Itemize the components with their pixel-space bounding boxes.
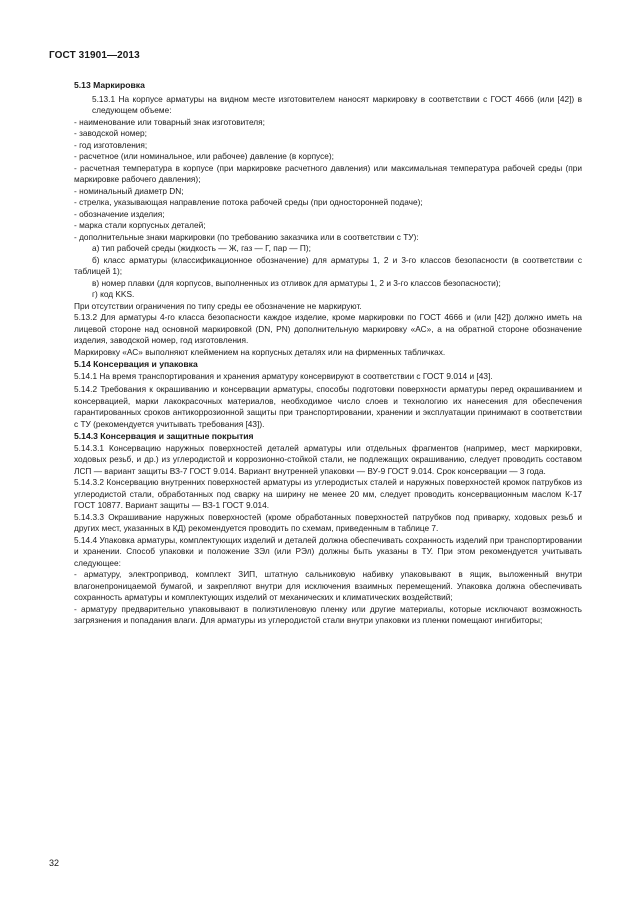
list-item: - стрелка, указывающая направление потока рабочей среды (при односторонней подаче); bbox=[74, 197, 423, 207]
page-number: 32 bbox=[49, 858, 60, 868]
list-item: - номинальный диаметр DN; bbox=[74, 185, 184, 196]
paragraph: 5.14.3.1 Консервацию наружных поверхностей деталей арматуры или отдельных фрагментов (например, мест маркировки, ходовых резьб, и др.) из углеродистой и коррозионно-стойкой стали, не подлежащих окрашиванию, следует проводить составом ЛСП — вариант защиты ВЗ-7 ГОСТ 9.014. Вариант внутренней упаковки — ВУ-9 ГОСТ 9.014. Срок консервации — 3 года. bbox=[74, 442, 582, 476]
paragraph: 5.13.2 Для арматуры 4-го класса безопасности каждое изделие, кроме маркировки по ГОСТ 4666 и (или [42]) должно иметь на лицевой стороне над основной маркировкой (DN, PN) дополнительную маркировку «АС», а на обратной стороне обозначение изделия, заводской номер, год изготовления. bbox=[74, 312, 582, 345]
sub-list-item: г) код KKS. bbox=[92, 289, 135, 299]
list-item: - марка стали корпусных деталей; bbox=[74, 220, 206, 230]
list-item: - заводской номер; bbox=[74, 128, 147, 138]
document-body bbox=[74, 78, 582, 627]
paragraph: 5.14.1 На время транспортирования и хранения арматуру консервируют в соответствии с ГОСТ 9.014 и [43]. bbox=[74, 370, 493, 381]
list-item: - расчетное (или номинальное, или рабочее) давление (в корпусе); bbox=[74, 151, 334, 161]
paragraph: 5.14.4 Упаковка арматуры, комплектующих изделий и деталей должна обеспечивать сохранность изделий при транспортировании и хранении. Способ упаковки и положение ЗЭл (или РЭл) должны быть указаны в ТУ. При этом рекомендуется учитывать следующее: bbox=[74, 534, 582, 568]
paragraph: Маркировку «АС» выполняют клеймением на корпусных деталях или на фирменных табличках. bbox=[74, 346, 446, 357]
paragraph: 5.13.1 На корпусе арматуры на видном месте изготовителем наносят маркировку в соответствии с ГОСТ 4666 (или [42]) в следующем объеме: bbox=[92, 93, 582, 115]
sub-list-item: б) класс арматуры (классификационное обозначение) для арматуры 1, 2 и 3-го классов безопасности (в соответствии с таблицей 1); bbox=[74, 254, 582, 276]
section-heading: 5.14 Консервация и упаковка bbox=[74, 359, 198, 369]
paragraph: 5.14.3.3 Окрашивание наружных поверхностей (кроме обработанных поверхностей патрубков под приварку, ходовых резьб и других мест, указанных в КД) рекомендуется проводить по схемам, приведенным в таблице 7. bbox=[74, 511, 582, 533]
paragraph: При отсутствии ограничения по типу среды ее обозначение не маркируют. bbox=[74, 300, 362, 311]
list-item: - арматуру, электропривод, комплект ЗИП, штатную сальниковую набивку упаковывают в ящик, выложенный внутри влагонепроницаемой бумагой, и закрепляют внутри для исключения взаимных перемещений. Упаковка должна обеспечивать сохранность арматуры и комплектующих изделий от механических и климатических воздействий; bbox=[74, 569, 582, 602]
sub-list-item: а) тип рабочей среды (жидкость — Ж, газ — Г, пар — П); bbox=[92, 243, 311, 253]
list-item: - дополнительные знаки маркировки (по требованию заказчика или в соответствии с ТУ): bbox=[74, 231, 419, 242]
subsection-heading: 5.14.3 Консервация и защитные покрытия bbox=[74, 431, 254, 441]
list-item: - наименование или товарный знак изготовителя; bbox=[74, 116, 265, 127]
paragraph: 5.14.3.2 Консервацию внутренних поверхностей арматуры из углеродистых сталей и наружных поверхностей кромок патрубков из углеродистой стали, обработанных под сварку на ширину не менее 20 мм, следует проводить консервационным маслом К-17 ГОСТ 10877. Вариант защиты — ВЗ-1 ГОСТ 9.014. bbox=[74, 477, 582, 510]
paragraph: 5.14.2 Требования к окрашиванию и консервации арматуры, способы подготовки поверхности арматуры перед окрашиванием и консервацией, марки лакокрасочных материалов, необходимое число слоев и технологию их нанесения для обеспечения гарантированных сроков антикоррозионной защиты при транспортировании, хранении и эксплуатации принимают в соответствии с ТУ (рекомендуется учитывать требования [43]). bbox=[74, 384, 582, 429]
list-item: - арматуру предварительно упаковывают в полиэтиленовую пленку или другие материалы, которые исключают возможность загрязнения и попадания влаги. Для арматуры из углеродистой стали внутри упаковки из пленки помещают ингибиторы; bbox=[74, 603, 582, 625]
section-heading: 5.13 Маркировка bbox=[74, 80, 145, 90]
list-item: - обозначение изделия; bbox=[74, 208, 165, 219]
list-item: - год изготовления; bbox=[74, 139, 148, 150]
sub-list-item: в) номер плавки (для корпусов, выполненных из отливок для арматуры 1, 2 и 3-го классов безопасности); bbox=[92, 277, 501, 288]
list-item: - расчетная температура в корпусе (при маркировке расчетного давления) или максимальная температура рабочей среды (при маркировке рабочего давления); bbox=[74, 162, 582, 184]
document-header: ГОСТ 31901—2013 bbox=[49, 50, 140, 61]
